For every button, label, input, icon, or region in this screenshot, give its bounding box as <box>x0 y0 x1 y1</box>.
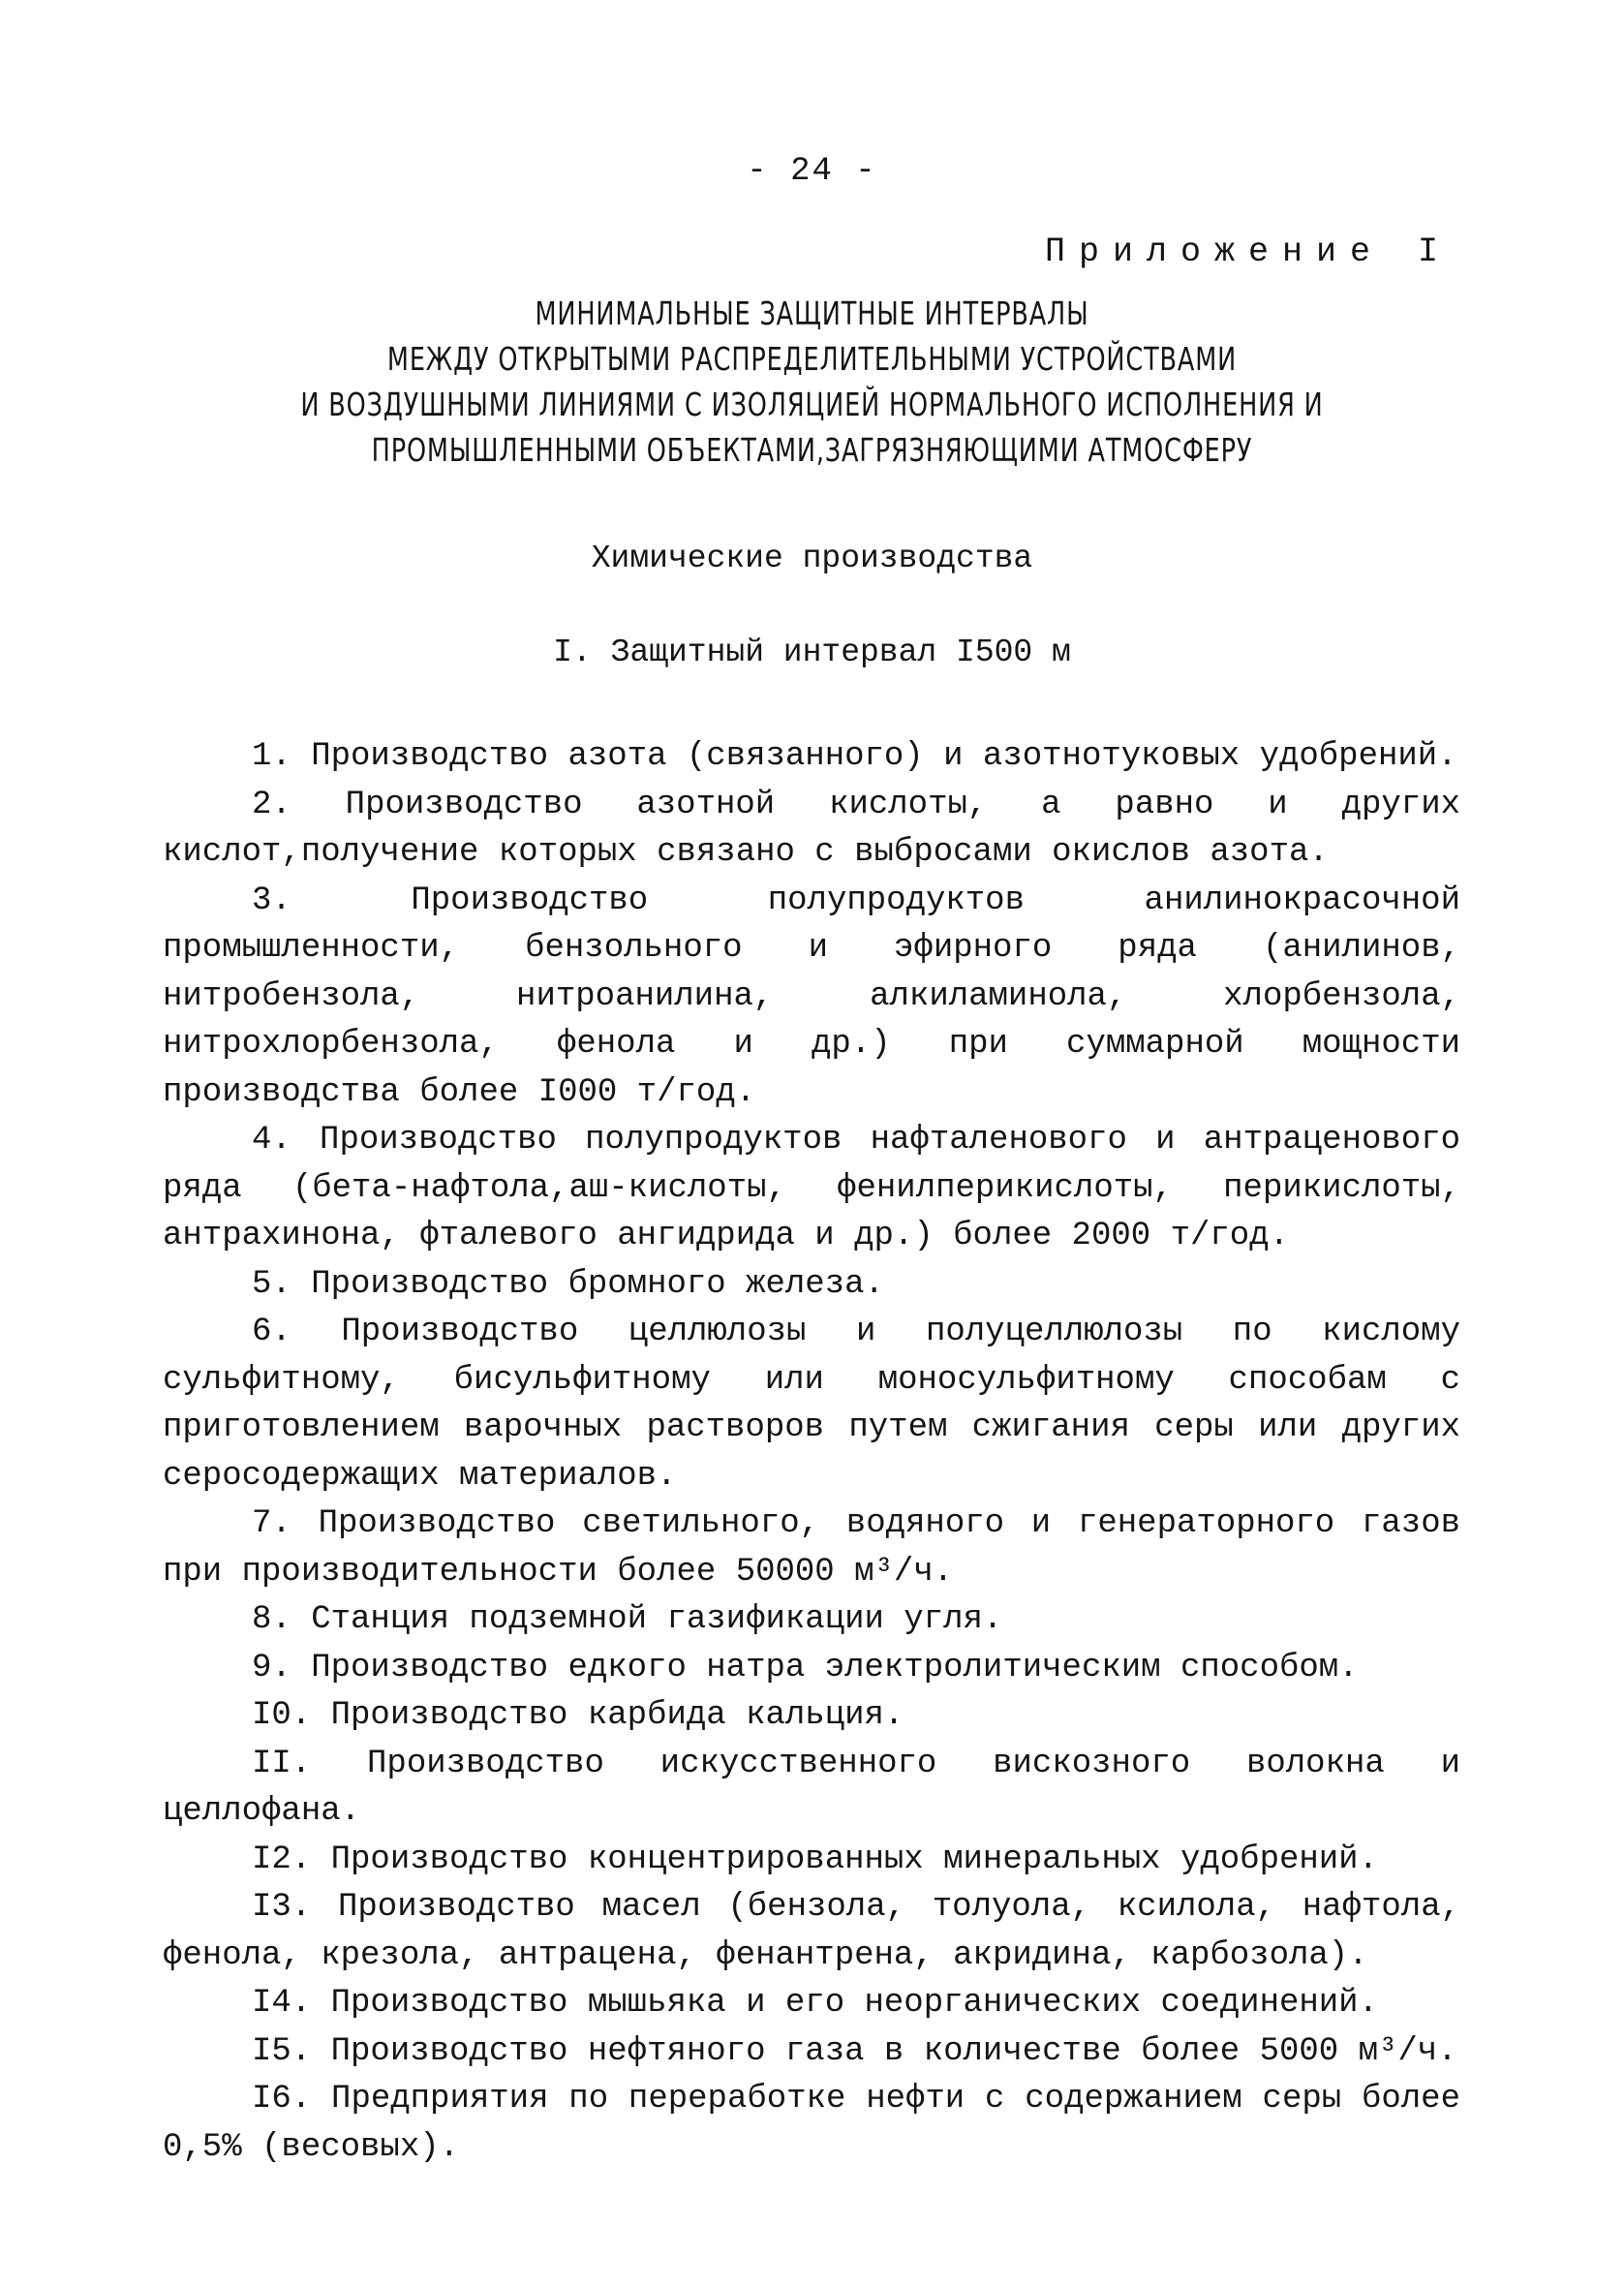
page-number: - 24 - <box>747 153 877 190</box>
list-item: II. Производство искусственного вискозного волокна и целлофана. <box>163 1745 1460 1830</box>
list-item: I2. Производство концентрированных минеральных удобрений. <box>252 1840 1378 1878</box>
document-heading <box>113 291 1510 473</box>
item-list <box>163 733 1460 2172</box>
heading-line: И ВОЗДУШНЫМИ ЛИНИЯМИ С ИЗОЛЯЦИЕЙ НОРМАЛЬНОГО ИСПОЛНЕНИЯ И <box>300 386 1324 423</box>
list-item: I0. Производство карбида кальция. <box>252 1697 904 1734</box>
appendix-label: Приложение I <box>1044 232 1452 271</box>
list-item: 2. Производство азотной кислоты, а равно и других кислот,получение которых связано с выбросами окислов азота. <box>163 786 1460 871</box>
list-item: 9. Производство едкого натра электролитическим способом. <box>252 1649 1359 1686</box>
section-title: Химические производства <box>591 541 1033 576</box>
subsection-title: I. Защитный интервал I500 м <box>553 634 1071 670</box>
list-item: 4. Производство полупродуктов нафталенового и антраценового ряда (бета-нафтола,аш-кислоты, фенилперикислоты, перикислоты, антрахинона, фталевого ангидрида и др.) более 2000 т/год. <box>163 1122 1460 1254</box>
heading-line: ПРОМЫШЛЕННЫМИ ОБЪЕКТАМИ,ЗАГРЯЗНЯЮЩИМИ АТМОСФЕРУ <box>371 431 1253 469</box>
list-item: 7. Производство светильного, водяного и генераторного газов при производительности более 50000 м³/ч. <box>163 1505 1460 1591</box>
heading-line: МИНИМАЛЬНЫЕ ЗАЩИТНЫЕ ИНТЕРВАЛЫ <box>535 294 1089 332</box>
list-item: 1. Производство азота (связанного) и азотнотуковых удобрений. <box>252 738 1457 775</box>
list-item: 8. Станция подземной газификации угля. <box>252 1601 1003 1638</box>
list-item: I3. Производство масел (бензола, толуола, ксилола, нафтола, фенола, крезола, антрацена, фенантрена, акридина, карбозола). <box>163 1889 1460 1974</box>
list-item: 5. Производство бромного железа. <box>252 1265 884 1303</box>
list-item: I5. Производство нефтяного газа в количестве более 5000 м³/ч. <box>252 2032 1457 2070</box>
list-item: I6. Предприятия по переработке нефти с содержанием серы более 0,5% (весовых). <box>163 2081 1460 2166</box>
list-item: 6. Производство целлюлозы и полуцеллюлозы по кислому сульфитному, бисульфитному или моносульфитному способам с приготовлением варочных растворов путем сжигания серы или других серосодержащих материалов. <box>163 1314 1460 1495</box>
heading-line: МЕЖДУ ОТКРЫТЫМИ РАСПРЕДЕЛИТЕЛЬНЫМИ УСТРОЙСТВАМИ <box>386 340 1238 378</box>
list-item: I4. Производство мышьяка и его неорганических соединений. <box>252 1985 1378 2022</box>
list-item: 3. Производство полупродуктов анилинокрасочной промышленности, бензольного и эфирного ряда (анилинов, нитробензола, нитроанилина, алкиламинола, хлорбензола, нитрохлорбензола, фенола и др.) при суммарной мощности производства более I000 т/год. <box>163 882 1460 1111</box>
